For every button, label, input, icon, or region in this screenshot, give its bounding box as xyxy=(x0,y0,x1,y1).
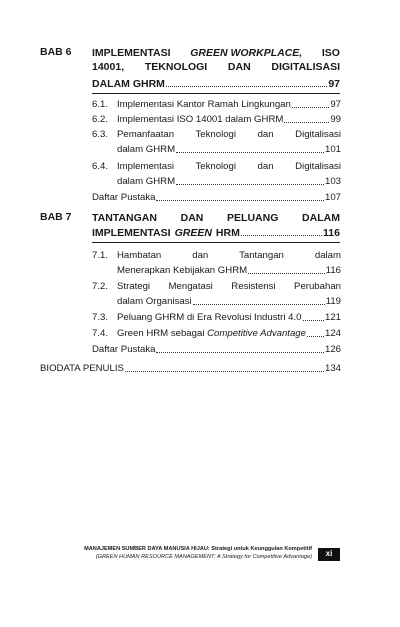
chapter-7-title-word: IMPLEMENTASI xyxy=(92,227,171,239)
entry-title: Daftar Pustaka xyxy=(92,192,156,203)
page-number: 121 xyxy=(324,312,341,323)
entry-title: Implementasi ISO 14001 dalam GHRM xyxy=(117,114,284,125)
toc-entry-7-1[interactable] xyxy=(117,265,341,277)
chapter-6-title-word: 14001, xyxy=(92,61,125,73)
entry-title: Implementasi Kantor Ramah Lingkungan xyxy=(117,99,291,110)
dot-leader xyxy=(292,107,329,108)
chapter-7-title-word: HRM xyxy=(215,227,240,239)
chapter-6-title-word: GREEN WORKPLACE, xyxy=(190,47,303,59)
dot-leader xyxy=(125,371,324,372)
chapter-6-number: BAB 6 xyxy=(40,46,72,58)
toc-entry-7-4[interactable] xyxy=(117,328,341,340)
page-number: 101 xyxy=(324,144,341,155)
entry-title: BIODATA PENULIS xyxy=(40,363,124,374)
entry-title: Implementasi Teknologi dan Digitalisasi xyxy=(117,161,341,172)
page-number: 126 xyxy=(324,344,341,355)
dot-leader xyxy=(193,304,325,305)
chapter-7-title-word: DAN xyxy=(180,212,204,224)
toc-entry-7-2-line1[interactable] xyxy=(117,281,341,292)
page-number: 97 xyxy=(328,78,340,90)
dot-leader xyxy=(166,86,327,87)
entry-title-italic: Competitive Advantage xyxy=(207,328,306,339)
dot-leader xyxy=(241,235,322,236)
toc-entry-6-3[interactable] xyxy=(117,144,341,156)
entry-number: 6.4. xyxy=(92,161,109,172)
chapter-7-number: BAB 7 xyxy=(40,211,72,223)
chapter-7-title-word: TANTANGAN xyxy=(92,212,157,224)
entry-title-cont: dalam Organisasi xyxy=(117,296,192,307)
entry-title-cont: Menerapkan Kebijakan GHRM xyxy=(117,265,248,276)
chapter-7-title-word: GREEN xyxy=(174,227,212,239)
entry-number: 7.4. xyxy=(92,328,109,339)
footer-book-subtitle: (GREEN HUMAN RESOURCE MANAGEMENT: A Strategy for Competitive Advantage) xyxy=(95,554,312,560)
toc-entry-6-1[interactable] xyxy=(117,99,341,111)
chapter-6-title-word: DAN xyxy=(227,61,251,73)
entry-title-cont: dalam GHRM xyxy=(117,144,176,155)
toc-entry-7-2[interactable] xyxy=(117,296,341,308)
page-number: 134 xyxy=(324,363,341,374)
entry-title: Peluang GHRM di Era Revolusi Industri 4.0 xyxy=(117,312,302,323)
dot-leader xyxy=(248,273,325,274)
page-number: 99 xyxy=(330,114,341,125)
entry-title: Strategi Mengatasi Resistensi Perubahan xyxy=(117,281,341,292)
dot-leader xyxy=(156,200,324,201)
chapter-7-title-word: DALAM xyxy=(302,212,340,224)
toc-entry-bibliography-6[interactable] xyxy=(92,192,341,204)
entry-title: Pemanfaatan Teknologi dan Digitalisasi xyxy=(117,129,341,140)
entry-number: 6.1. xyxy=(92,99,109,110)
toc-entry-7-3[interactable] xyxy=(117,312,341,324)
chapter-7-title-row[interactable] xyxy=(92,227,340,239)
page-number: 116 xyxy=(325,265,341,276)
dot-leader xyxy=(303,320,324,321)
entry-number: 6.3. xyxy=(92,129,109,140)
page-number: 124 xyxy=(324,328,341,339)
chapter-6-title[interactable] xyxy=(92,46,340,74)
entry-title: Hambatan dan Tantangan dalam xyxy=(117,250,341,261)
footer-book-title: MANAJEMEN SUMBER DAYA MANUSIA HIJAU: Strategi untuk Keunggulan Kompetitif xyxy=(84,546,312,552)
dot-leader xyxy=(156,352,324,353)
dot-leader xyxy=(307,336,324,337)
entry-number: 7.3. xyxy=(92,312,109,323)
toc-entry-6-2[interactable] xyxy=(117,114,341,126)
chapter-6-title-word: DIGITALISASI xyxy=(271,61,340,73)
entry-number: 7.1. xyxy=(92,250,109,261)
chapter-7-title[interactable] xyxy=(92,211,340,225)
entry-title: Green HRM sebagai xyxy=(117,328,208,339)
chapter-6-title-word: IMPLEMENTASI xyxy=(92,47,171,59)
chapter-divider xyxy=(92,242,340,243)
dot-leader xyxy=(176,184,324,185)
toc-entry-6-4[interactable] xyxy=(117,176,341,188)
page-number: 107 xyxy=(324,192,341,203)
toc-entry-bibliography-7[interactable] xyxy=(92,344,341,356)
page-number-badge: xi xyxy=(318,548,340,561)
dot-leader xyxy=(176,152,324,153)
chapter-7-title-word: PELUANG xyxy=(227,212,279,224)
toc-entry-6-4-line1[interactable] xyxy=(117,161,341,172)
toc-entry-6-3-line1[interactable] xyxy=(117,129,341,140)
chapter-divider xyxy=(92,93,340,94)
running-footer xyxy=(72,545,312,561)
entry-title: Daftar Pustaka xyxy=(92,344,156,355)
page-number: 119 xyxy=(325,296,341,307)
toc-entry-biodata[interactable] xyxy=(40,363,341,375)
page-number: 97 xyxy=(330,99,341,110)
chapter-6-title-end: DALAM GHRM xyxy=(92,78,165,90)
chapter-6-title-row[interactable] xyxy=(92,78,340,90)
entry-title-cont: dalam GHRM xyxy=(117,176,176,187)
chapter-6-title-word: TEKNOLOGI xyxy=(144,61,208,73)
entry-number: 7.2. xyxy=(92,281,109,292)
page-number: 103 xyxy=(324,176,341,187)
page-number: 116 xyxy=(323,227,340,239)
dot-leader xyxy=(284,122,329,123)
entry-number: 6.2. xyxy=(92,114,109,125)
chapter-6-title-word: ISO xyxy=(321,47,340,59)
toc-entry-7-1-line1[interactable] xyxy=(117,250,341,261)
